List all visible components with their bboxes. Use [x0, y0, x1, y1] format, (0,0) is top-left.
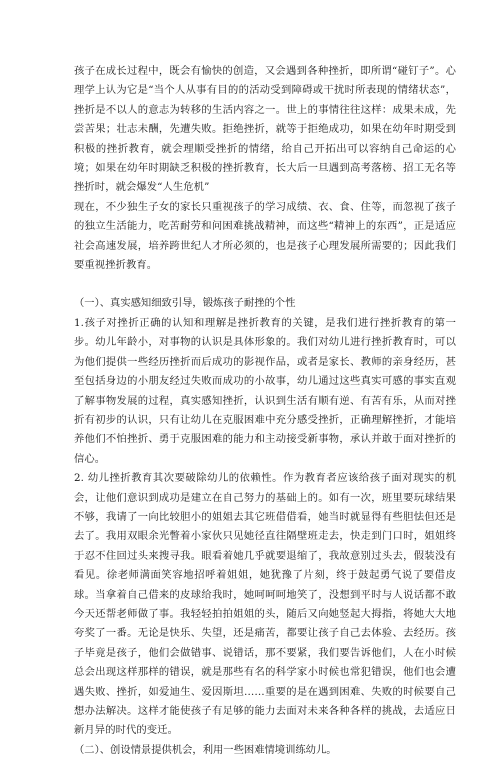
section-1-heading: （一）、真实感知细致引导，锻炼孩子耐挫的个性	[74, 297, 296, 310]
spacer	[74, 275, 456, 294]
intro-paragraph-1: 孩子在成长过程中，既会有愉快的创造，又会遇到各种挫折，即所谓“碰钉子”。心理学上认为它是“当个人从事有目的的活动受到障碍或干扰时所表现的情绪状态”，挫折是不以人的意志为转移的生活内容之一。世上的事情往往这样：成果未成，先尝苦果；壮志未酬，先遭失败。拒绝挫折，就等于拒绝成功，如果在幼年时期受到积极的挫折教育，就会理顺受挫折的情绪，给自己开拓出可以容纳自己命运的心境；如果在幼年时期缺乏积极的挫折教育，长大后一旦遇到高考落榜、招工无名等挫折时，就会爆发“人生危机”	[74, 65, 456, 194]
point-2-paragraph: 2. 幼儿挫折教育其次要破除幼儿的依赖性。作为教育者应该给孩子面对现实的机会，让他们意识到成功是建立在自己努力的基础上的。如有一次，班里要玩球结果不够，我请了一向比较胆小的姐姐去其它班借借看，她当时就显得有些胆怯但还是去了。我用双眼余光瞥着小家伙只见她径直往隔壁班走去，快走到门口时，姐姐终于忍不住回过头来搜寻我。眼看着她几乎就要退缩了，我故意别过头去，假装没有看见。徐老师满面笑容地招呼着姐姐，她犹豫了片刻，终于鼓起勇气说了要借皮球。当拿着自己借来的皮球给我时，她呵呵呵地笑了，没想到平时与人说话都不敢今天还帮老师做了事。我轻轻拍拍姐姐的头，随后又向她竖起大拇指，将她大大地夸奖了一番。无论是快乐、失望，还是痛苦，都要让孩子自己去体验、去经历。孩子毕竟是孩子，他们会做错事、说错话，那不要紧，我们要告诉他们，人在小时候总会出现这样那样的错误，就是那些有名的科学家小时候也常犯错误，他们也会遭遇失败、挫折，如爱迪生、爱因斯坦……重要的是在遇到困难、失败的时候要自己想办法解决。这样才能使孩子有足够的能力去面对未来各种各样的挑战，去适应日新月异的时代的变迁。	[74, 472, 456, 737]
point-1-paragraph: 1.孩子对挫折正确的认知和理解是挫折教育的关键，是我们进行挫折教育的第一步。幼儿年龄小，对事物的认识是具体形象的。我们对幼儿进行挫折教育时，可以为他们提供一些经历挫折而后成功的影视作品，或者是家长、教师的亲身经历，甚至包括身边的小朋友经过失败而成功的小故事，幼儿通过这些真实可感的事实直观了解事物发展的过程，真实感知挫折，认识到生活有顺有逆、有苦有乐，从而对挫折有初步的认识，只有让幼儿在克服困难中充分感受挫折，正确理解挫折，才能培养他们不怕挫折、勇于克服困难的能力和主动接受新事物，承认并敢于面对挫折的信心。	[74, 316, 456, 465]
section-2-heading: （二）、创设情景提供机会，利用一些困难情境训练幼儿。	[74, 743, 337, 756]
intro-paragraph-2: 现在，不少独生子女的家长只重视孩子的学习成绩、衣、食、住等，而忽视了孩子的独立生活能力，吃苦耐劳和问困难挑战精神，而这些“精神上的东西”，正是适应社会高速发展，培养跨世纪人才所必须的，也是孩子心理发展所需要的；因此我们要重视挫折教育。	[74, 200, 456, 272]
